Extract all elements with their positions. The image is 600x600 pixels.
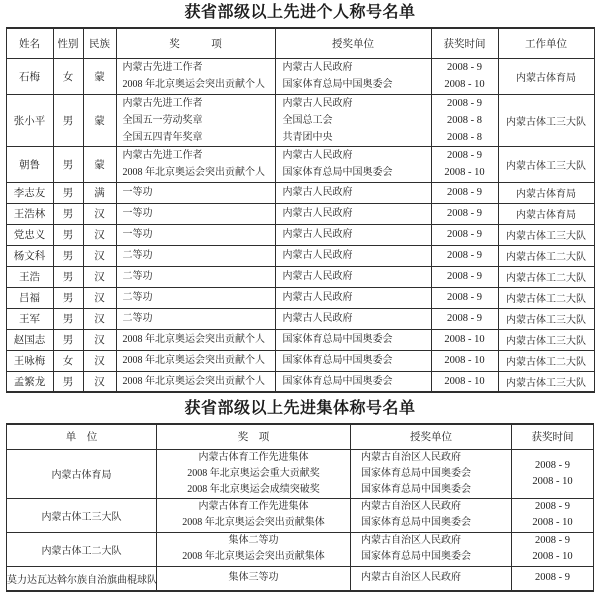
award-line: 二等功 (122, 250, 153, 261)
issuers-cell (275, 287, 431, 308)
date-line: 2008 - 9 (447, 313, 482, 324)
unit-cell: 内蒙古体工二大队 (7, 532, 157, 566)
issuer-line: 国家体育总局中国奥委会 (282, 167, 393, 178)
ethnicity-cell: 满 (83, 182, 116, 203)
date-line: 2008 - 10 (444, 334, 485, 345)
award-line: 2008 年北京奥运会成绩突破奖 (187, 483, 320, 495)
table-row (6, 308, 594, 329)
table-header-row (6, 28, 594, 58)
work-unit-cell: 内蒙古体工二大队 (498, 350, 594, 371)
award-line: 2008 年北京奥运会突出贡献个人 (122, 167, 265, 178)
issuers-cell (275, 146, 431, 182)
issuers-cell (275, 203, 431, 224)
award-line: 集体二等功 (228, 535, 279, 546)
issuers-cell (351, 449, 512, 498)
award-line: 2008 年北京奥运会突出贡献集体 (182, 551, 325, 562)
issuer-line: 内蒙古自治区人民政府 (361, 501, 461, 512)
award-line: 二等功 (122, 292, 153, 303)
dates-cell (512, 498, 594, 532)
table-row (6, 350, 594, 371)
issuer-line: 国家体育总局中国奥委会 (361, 517, 471, 528)
date-line: 2008 - 10 (532, 551, 573, 562)
awards-cell (116, 182, 275, 203)
header-date: 获奖时间 (512, 424, 594, 449)
award-line: 全国五四青年奖章 (122, 131, 203, 143)
issuer-line: 内蒙古人民政府 (282, 271, 353, 282)
collective-awards-table (6, 423, 594, 592)
header-gender: 性别 (53, 28, 83, 58)
individual-awards-title: 获省部级以上先进个人称号名单 (184, 4, 416, 21)
award-line: 一等功 (122, 187, 153, 198)
award-line: 2008 年北京奥运会突出贡献个人 (122, 355, 265, 366)
date-line: 2008 - 9 (447, 150, 482, 161)
issuers-cell (275, 245, 431, 266)
awards-cell (116, 266, 275, 287)
date-line: 2008 - 9 (447, 229, 482, 240)
date-line: 2008 - 9 (535, 535, 570, 546)
dates-cell (431, 287, 498, 308)
work-unit-cell: 内蒙古体育局 (498, 182, 594, 203)
dates-cell (431, 94, 498, 146)
unit-cell: 内蒙古体工三大队 (7, 498, 157, 532)
name-cell: 赵国志 (6, 329, 53, 350)
awards-cell (116, 350, 275, 371)
gender-cell: 男 (53, 371, 83, 392)
dates-cell (431, 203, 498, 224)
issuer-line: 内蒙古人民政府 (282, 250, 353, 261)
award-line: 2008 年北京奥运会突出贡献个人 (122, 79, 265, 90)
collective-awards-title: 获省部级以上先进集体称号名单 (184, 400, 416, 417)
award-line: 二等功 (122, 313, 153, 324)
award-line: 内蒙古先进工作者 (122, 150, 203, 161)
name-cell: 石梅 (6, 58, 53, 94)
name-cell: 王浩林 (6, 203, 53, 224)
date-line: 2008 - 10 (444, 355, 485, 366)
issuers-cell (275, 329, 431, 350)
date-line: 2008 - 9 (447, 187, 482, 198)
table-row (6, 245, 594, 266)
issuers-cell (275, 308, 431, 329)
gender-cell: 男 (53, 203, 83, 224)
date-line: 2008 - 8 (447, 114, 482, 126)
award-line: 二等功 (122, 271, 153, 282)
work-unit-cell: 内蒙古体工三大队 (498, 329, 594, 350)
date-line: 2008 - 9 (447, 271, 482, 282)
ethnicity-cell: 汉 (83, 350, 116, 371)
issuer-line: 国家体育总局中国奥委会 (282, 375, 393, 387)
awards-cell (116, 146, 275, 182)
issuer-line: 国家体育总局中国奥委会 (282, 79, 393, 90)
date-line: 2008 - 9 (535, 459, 570, 471)
dates-cell (431, 146, 498, 182)
date-line: 2008 - 9 (447, 250, 482, 261)
award-line: 一等功 (122, 208, 153, 219)
name-cell: 吕福 (6, 287, 53, 308)
awards-cell (157, 532, 351, 566)
issuer-line: 内蒙古人民政府 (282, 62, 353, 73)
ethnicity-cell: 汉 (83, 266, 116, 287)
date-line: 2008 - 10 (444, 79, 485, 90)
table-row (6, 146, 594, 182)
date-line: 2008 - 10 (532, 475, 573, 487)
issuer-line: 内蒙古人民政府 (282, 292, 353, 303)
work-unit-cell: 内蒙古体工三大队 (498, 371, 594, 392)
work-unit-cell: 内蒙古体工三大队 (498, 146, 594, 182)
award-line: 全国五一劳动奖章 (122, 114, 203, 126)
table-row (7, 449, 594, 498)
issuer-line: 国家体育总局中国奥委会 (361, 467, 471, 479)
name-cell: 李志友 (6, 182, 53, 203)
work-unit-cell: 内蒙古体工三大队 (498, 224, 594, 245)
unit-cell: 莫力达瓦达斡尔族自治旗曲棍球队 (7, 566, 157, 591)
awards-cell (116, 245, 275, 266)
gender-cell: 女 (53, 58, 83, 94)
work-unit-cell: 内蒙古体工三大队 (498, 308, 594, 329)
dates-cell (431, 224, 498, 245)
issuer-line: 内蒙古人民政府 (282, 150, 353, 161)
award-line: 内蒙古体育工作先进集体 (198, 501, 309, 512)
awards-cell (116, 94, 275, 146)
header-unit: 单 位 (7, 424, 157, 449)
dates-cell (431, 245, 498, 266)
name-cell: 王军 (6, 308, 53, 329)
work-unit-cell: 内蒙古体育局 (498, 58, 594, 94)
ethnicity-cell: 汉 (83, 245, 116, 266)
date-line: 2008 - 9 (447, 62, 482, 73)
gender-cell: 男 (53, 224, 83, 245)
gender-cell: 男 (53, 266, 83, 287)
header-name: 姓名 (6, 28, 53, 58)
issuer-line: 内蒙古自治区人民政府 (361, 572, 461, 584)
awards-cell (116, 329, 275, 350)
table-row (6, 371, 594, 392)
table-row (6, 266, 594, 287)
awards-cell (116, 287, 275, 308)
dates-cell (431, 350, 498, 371)
issuers-cell (275, 182, 431, 203)
ethnicity-cell: 汉 (83, 224, 116, 245)
ethnicity-cell: 汉 (83, 329, 116, 350)
award-line: 一等功 (122, 229, 153, 240)
issuer-line: 国家体育总局中国奥委会 (361, 483, 471, 495)
name-cell: 王咏梅 (6, 350, 53, 371)
dates-cell (431, 308, 498, 329)
awards-cell (116, 58, 275, 94)
name-cell: 朝鲁 (6, 146, 53, 182)
awards-cell (116, 203, 275, 224)
gender-cell: 男 (53, 287, 83, 308)
gender-cell: 男 (53, 182, 83, 203)
award-line: 内蒙古体育工作先进集体 (198, 451, 309, 463)
date-line: 2008 - 10 (532, 517, 573, 528)
issuer-line: 全国总工会 (282, 114, 333, 126)
issuer-line: 国家体育总局中国奥委会 (282, 355, 393, 366)
award-line: 2008 年北京奥运会重大贡献奖 (187, 467, 320, 479)
individual-awards-table (6, 27, 595, 393)
gender-cell: 男 (53, 245, 83, 266)
table-row (7, 566, 594, 591)
date-line: 2008 - 9 (447, 97, 482, 109)
work-unit-cell: 内蒙古体工二大队 (498, 266, 594, 287)
table-row (6, 203, 594, 224)
gender-cell: 男 (53, 329, 83, 350)
work-unit-cell: 内蒙古体工三大队 (498, 94, 594, 146)
header-ethnicity: 民族 (83, 28, 116, 58)
gender-cell: 男 (53, 94, 83, 146)
ethnicity-cell: 蒙 (83, 146, 116, 182)
award-line: 2008 年北京奥运会突出贡献个人 (122, 375, 265, 387)
name-cell: 孟繁龙 (6, 371, 53, 392)
header-date: 获奖时间 (431, 28, 498, 58)
awards-cell (116, 308, 275, 329)
issuer-line: 共青团中央 (282, 131, 333, 143)
issuer-line: 内蒙古人民政府 (282, 208, 353, 219)
gender-cell: 女 (53, 350, 83, 371)
issuer-line: 内蒙古自治区人民政府 (361, 535, 461, 546)
table-row (6, 182, 594, 203)
date-line: 2008 - 9 (447, 292, 482, 303)
issuers-cell (275, 58, 431, 94)
gender-cell: 男 (53, 146, 83, 182)
header-award: 奖 项 (116, 28, 275, 58)
issuers-cell (351, 532, 512, 566)
table-row (6, 58, 594, 94)
table-row (6, 329, 594, 350)
dates-cell (431, 182, 498, 203)
issuers-cell (275, 224, 431, 245)
name-cell: 张小平 (6, 94, 53, 146)
awards-cell (116, 371, 275, 392)
dates-cell (512, 566, 594, 591)
awards-cell (116, 224, 275, 245)
unit-cell: 内蒙古体育局 (7, 449, 157, 498)
date-line: 2008 - 9 (535, 501, 570, 512)
dates-cell (512, 449, 594, 498)
name-cell: 杨文科 (6, 245, 53, 266)
dates-cell (431, 266, 498, 287)
issuer-line: 内蒙古人民政府 (282, 229, 353, 240)
issuer-line: 内蒙古人民政府 (282, 187, 353, 198)
table-row (6, 94, 594, 146)
work-unit-cell: 内蒙古体工二大队 (498, 245, 594, 266)
ethnicity-cell: 汉 (83, 287, 116, 308)
ethnicity-cell: 蒙 (83, 94, 116, 146)
issuers-cell (275, 266, 431, 287)
awards-cell (157, 498, 351, 532)
table-row (7, 498, 594, 532)
award-line: 2008 年北京奥运会突出贡献个人 (122, 334, 265, 345)
issuer-line: 国家体育总局中国奥委会 (361, 551, 471, 562)
table-row (7, 532, 594, 566)
issuer-line: 内蒙古人民政府 (282, 313, 353, 324)
gender-cell: 男 (53, 308, 83, 329)
header-issuer: 授奖单位 (351, 424, 512, 449)
name-cell: 王浩 (6, 266, 53, 287)
ethnicity-cell: 汉 (83, 203, 116, 224)
header-award: 奖 项 (157, 424, 351, 449)
issuers-cell (351, 498, 512, 532)
work-unit-cell: 内蒙古体育局 (498, 203, 594, 224)
award-line: 内蒙古先进工作者 (122, 62, 203, 73)
ethnicity-cell: 汉 (83, 308, 116, 329)
date-line: 2008 - 9 (535, 572, 570, 584)
issuers-cell (275, 371, 431, 392)
date-line: 2008 - 8 (447, 131, 482, 143)
table-header-row (7, 424, 594, 449)
awards-cell (157, 449, 351, 498)
award-line: 集体三等功 (228, 572, 279, 584)
dates-cell (431, 58, 498, 94)
table-row (6, 287, 594, 308)
issuers-cell (351, 566, 512, 591)
table-row (6, 224, 594, 245)
header-work-unit: 工作单位 (498, 28, 594, 58)
header-issuer: 授奖单位 (275, 28, 431, 58)
dates-cell (431, 371, 498, 392)
work-unit-cell: 内蒙古体工二大队 (498, 287, 594, 308)
ethnicity-cell: 汉 (83, 371, 116, 392)
ethnicity-cell: 蒙 (83, 58, 116, 94)
award-line: 2008 年北京奥运会突出贡献集体 (182, 517, 325, 528)
award-line: 内蒙古先进工作者 (122, 97, 203, 109)
issuer-line: 内蒙古自治区人民政府 (361, 451, 461, 463)
issuers-cell (275, 94, 431, 146)
dates-cell (512, 532, 594, 566)
name-cell: 党忠义 (6, 224, 53, 245)
date-line: 2008 - 9 (447, 208, 482, 219)
awards-cell (157, 566, 351, 591)
issuer-line: 国家体育总局中国奥委会 (282, 334, 393, 345)
date-line: 2008 - 10 (444, 167, 485, 178)
issuer-line: 内蒙古人民政府 (282, 97, 353, 109)
issuers-cell (275, 350, 431, 371)
date-line: 2008 - 10 (444, 375, 485, 387)
dates-cell (431, 329, 498, 350)
